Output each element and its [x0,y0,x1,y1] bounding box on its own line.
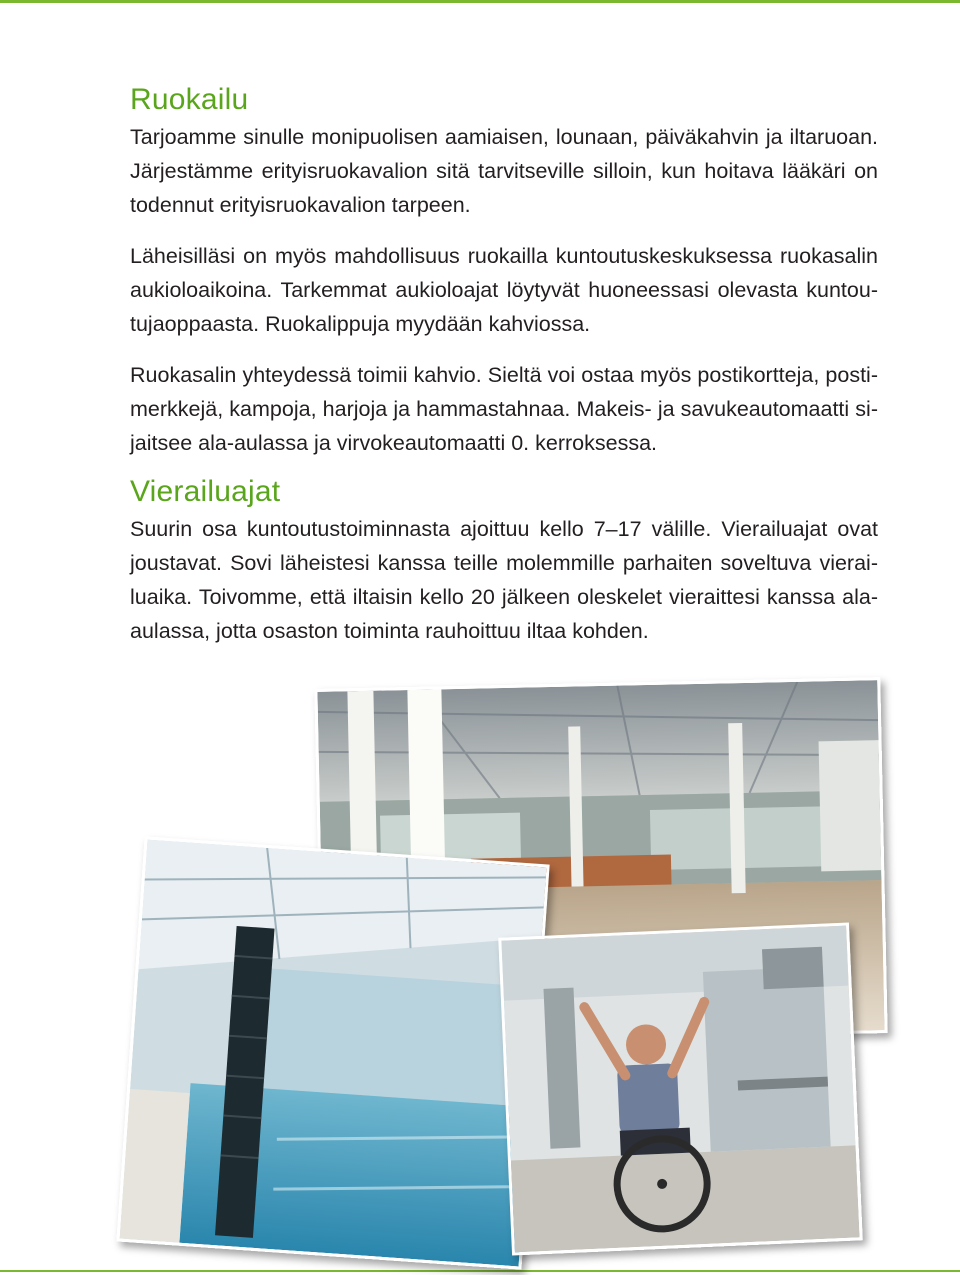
dining-paragraph-3: Ruokasalin yhteydessä toimii kahvio. Sieltä voi ostaa myös postikortteja, postimerkkejä, kampoja, harjoja ja hammastahnaa. Makeis- ja savukeautomaatti sijaitsee ala-aulassa ja virvokeautomaatti 0. kerroksessa. [130,363,878,455]
dining-paragraph-2: Läheisilläsi on myös mahdollisuus ruokailla kuntoutuskeskuksessa ruokasalin aukioloaikoina. Tarkemmat aukioloajat löytyvät huoneessasi olevasta kuntoutujaoppaasta. Ruokalippuja myydään kahviossa. [130,244,878,336]
visiting-paragraph-1: Suurin osa kuntoutustoiminnasta ajoittuu kello 7–17 välille. Vierailuajat ovat joustavat. Sovi läheistesi kanssa teille molemmille parhaiten soveltuva vierailuaika. Toivomme, että iltaisin kello 20 jälkeen oleskelet vieraittesi kanssa alaaulassa, jotta osaston toiminta rauhoittuu iltaa kohden. [130,517,878,643]
bottom-rule [0,1270,960,1272]
section-heading-dining: Ruokailu [130,83,249,116]
dining-paragraph-1: Tarjoamme sinulle monipuolisen aamiaisen, lounaan, päiväkahvin ja iltaruoan. Järjestämme erityisruokavalion sitä tarvitseville silloin, kun hoitava lääkäri on todennut erityisruokavalion tarpeen. [130,125,878,217]
top-rule [0,0,960,3]
gym-photo [498,922,863,1255]
section-heading-visiting-hours: Vierailuajat [130,475,281,508]
page-content [130,80,878,648]
pool-photo [116,836,549,1269]
